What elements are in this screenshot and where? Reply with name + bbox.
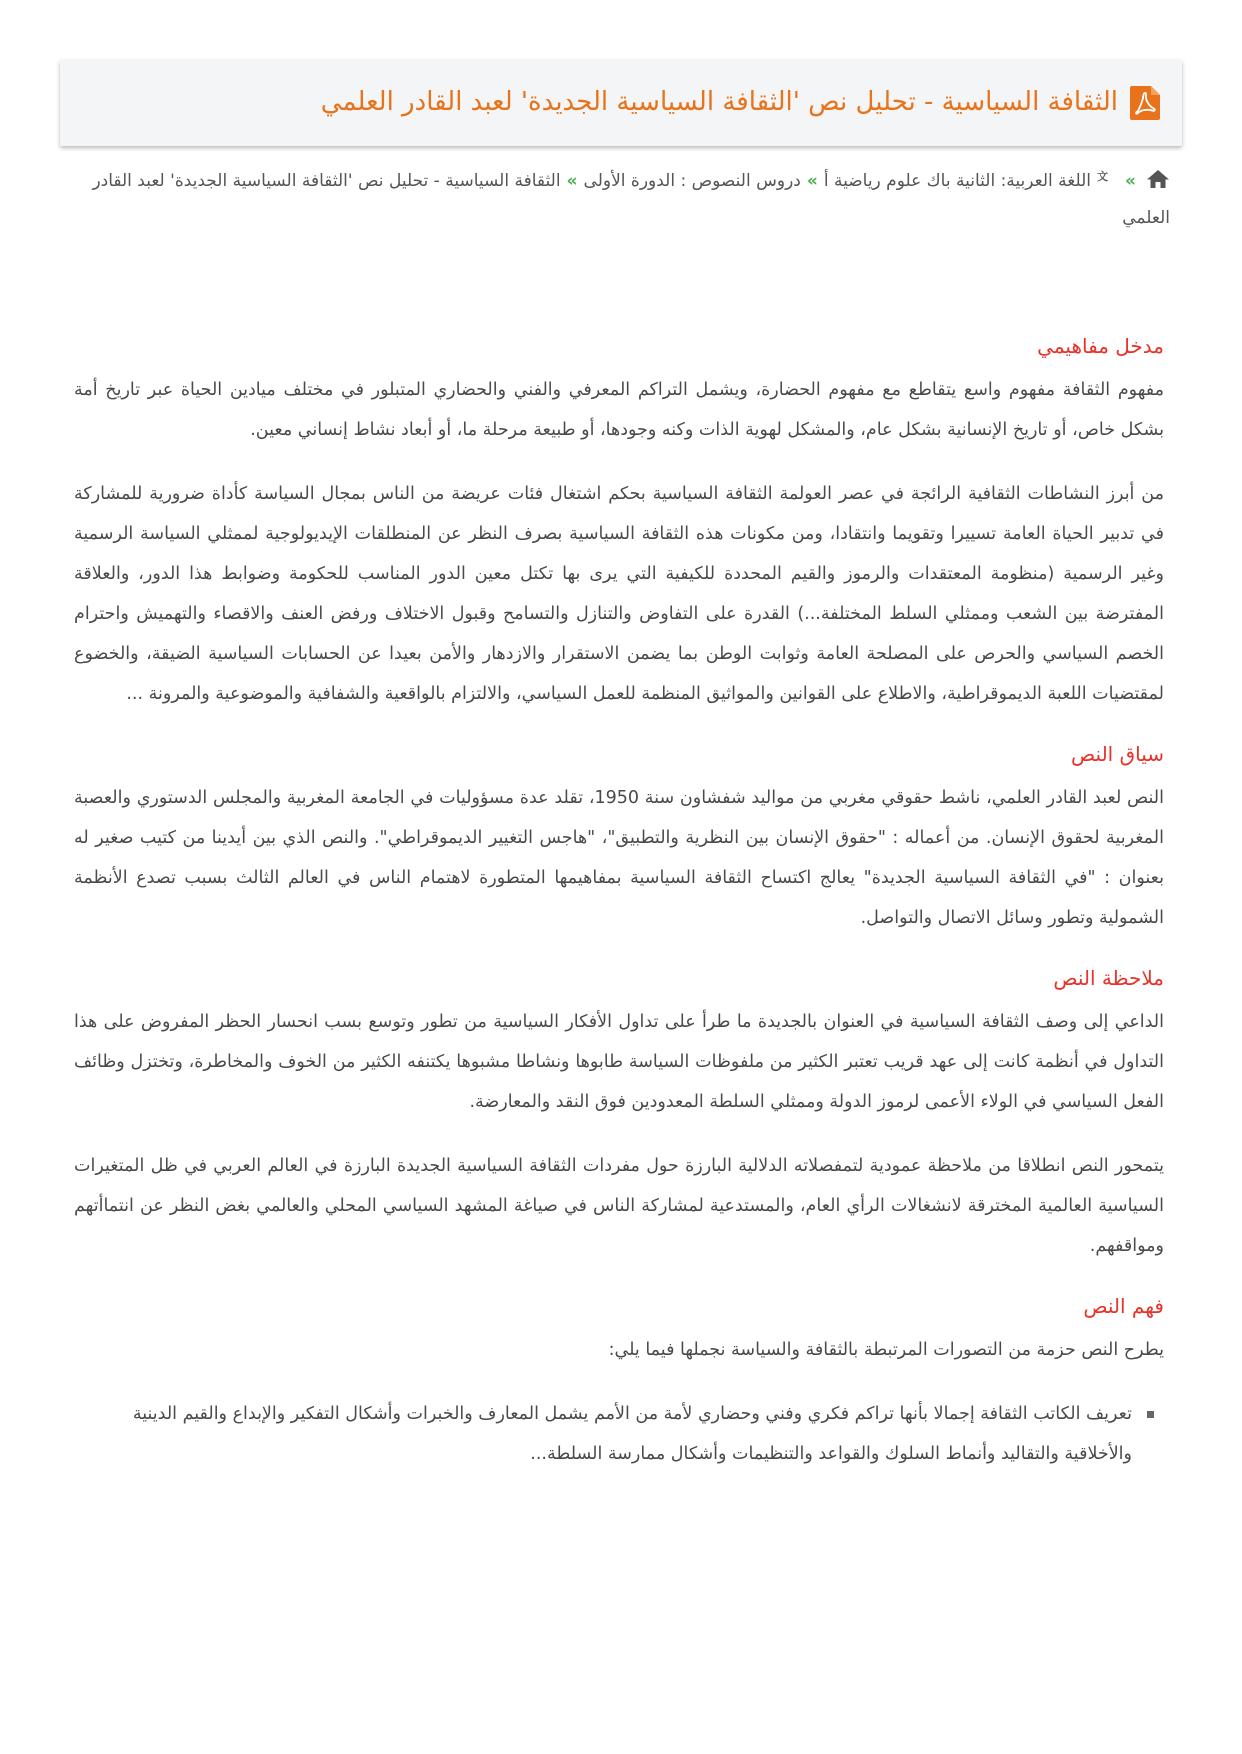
section-text-understanding <box>74 1290 1164 1474</box>
section-heading: سياق النص <box>1071 742 1164 766</box>
svg-text:文: 文 <box>1097 170 1109 183</box>
section-heading: ملاحظة النص <box>1053 966 1164 990</box>
article-content <box>74 330 1164 1480</box>
section-text-context <box>74 738 1164 938</box>
breadcrumb-separator: » <box>806 171 818 191</box>
home-icon[interactable] <box>1146 169 1170 189</box>
breadcrumb-item-subject[interactable]: اللغة العربية: الثانية باك علوم رياضية أ <box>823 171 1092 191</box>
paragraph: من أبرز النشاطات الثقافية الرائجة في عصر العولمة الثقافة السياسية بحكم اشتغال فئات عريضة من الناس بمجال السياسة كأداة ضرورية للمشاركة في تدبير الحياة العامة تسييرا وتقويما وانتقادا، ومن مكونات هذه الثقافة السياسية بصرف النظر عن المنطلقات الإيديولوجية لممثلي السياسة الرسمية وغير الرسمية (منظومة المعتقدات والرموز والقيم المحددة للكيفية التي يرى بها تكتل معين الدور المناسب للحكومة وضوابط هذا الدور، والعلاقة المفترضة بين الشعب وممثلي السلط المختلفة...) القدرة على التفاوض والتنازل والتسامح وقبول الاختلاف ورفض العنف والاقصاء والتهميش واحترام الخصم السياسي والحرص على المصلحة العامة وثوابت الوطن بما يضمن الاستقرار والازدهار والأمن بعيدا عن الحسابات السياسية الضيقة، والخضوع لمقتضيات اللعبة الديموقراطية، والاطلاع على القوانين والمواثيق المنظمة للعمل السياسي، والالتزام بالواقعية والشفافية والموضوعية والمرونة ... <box>74 484 1164 704</box>
paragraph: النص لعبد القادر العلمي، ناشط حقوقي مغربي من مواليد شفشاون سنة 1950، تقلد عدة مسؤوليات في الجامعة المغربية والمجلس الدستوري والعصبة المغربية لحقوق الإنسان. من أعماله : "حقوق الإنسان بين النظرية والتطبيق"، "هاجس التغيير الديموقراطي". والنص الذي بين أيدينا من كتيب صغير له بعنوان : "في الثقافة السياسية الجديدة" يعالج اكتساح الثقافة السياسية بمفاهيمها المتطورة لاهتمام الناس في العالم الثالث بسبب تصدع الأنظمة الشمولية وتطور وسائل الاتصال والتواصل. <box>74 788 1164 928</box>
page-title: الثقافة السياسية - تحليل نص 'الثقافة السياسية الجديدة' لعبد القادر العلمي <box>320 87 1118 118</box>
section-heading: مدخل مفاهيمي <box>1037 334 1164 358</box>
breadcrumb-separator: » <box>1125 171 1136 191</box>
breadcrumb-item-current: الثقافة السياسية - تحليل نص 'الثقافة السياسية الجديدة' لعبد القادر العلمي <box>92 171 1170 228</box>
page-header <box>60 60 1182 146</box>
paragraph: مفهوم الثقافة مفهوم واسع يتقاطع مع مفهوم الحضارة، ويشمل التراكم المعرفي والفني والحضاري المتبلور في مختلف ميادين الحياة عبر تاريخ أمة بشكل خاص، أو تاريخ الإنسانية بشكل عام، والمشكل لهوية الذات وكنه وجودها، أو طبيعة مرحلة ما، أو أبعاد نشاط إنساني معين. <box>74 380 1164 440</box>
svg-text:A <box>1095 177 1096 189</box>
paragraph: الداعي إلى وصف الثقافة السياسية في العنوان بالجديدة ما طرأ على تداول الأفكار السياسية من تطور وتوسع بسب انحسار الحظر المفروض على هذا التداول في أنظمة كانت إلى عهد قريب تعتبر الكثير من ملفوظات السياسة طابوها ونشاطا مشبوها يكتنفه الكثير من الخوف والمخاطرة، وتختزل وظائف الفعل السياسي في الولاء الأعمى لرموز الدولة وممثلي السلطة المعدودين فوق النقد والمعارضة. <box>74 1012 1164 1112</box>
paragraph: يطرح النص حزمة من التصورات المرتبطة بالثقافة والسياسة نجملها فيما يلي: <box>608 1340 1164 1360</box>
translate-icon <box>1095 169 1119 189</box>
breadcrumb <box>85 163 1170 237</box>
pdf-icon[interactable] <box>1130 86 1160 120</box>
list-item: تعريف الكاتب الثقافة إجمالا بأنها تراكم فكري وفني وحضاري لأمة من الأمم يشمل المعارف والخبرات وأشكال التفكير والإبداع والقيم الدينية والأخلاقية والتقاليد وأنماط السلوك والقواعد والتنظيمات وأشكال ممارسة السلطة... <box>74 1394 1132 1474</box>
breadcrumb-separator: » <box>566 171 578 191</box>
section-text-observation <box>74 962 1164 1266</box>
paragraph: يتمحور النص انطلاقا من ملاحظة عمودية لتمفصلاته الدلالية البارزة حول مفردات الثقافة السياسية الجديدة البارزة في العالم العربي في ظل المتغيرات السياسية العالمية المخترقة لانشغالات الرأي العام، والمستدعية لمشاركة الناس في صياغة المشهد السياسي المحلي والعالمي بغض النظر عن انتماأتهم ومواقفهم. <box>74 1156 1164 1256</box>
section-conceptual-intro <box>74 330 1164 714</box>
breadcrumb-item-lessons[interactable]: دروس النصوص : الدورة الأولى <box>583 171 801 191</box>
section-heading: فهم النص <box>1083 1294 1164 1318</box>
bullet-list <box>74 1394 1164 1474</box>
